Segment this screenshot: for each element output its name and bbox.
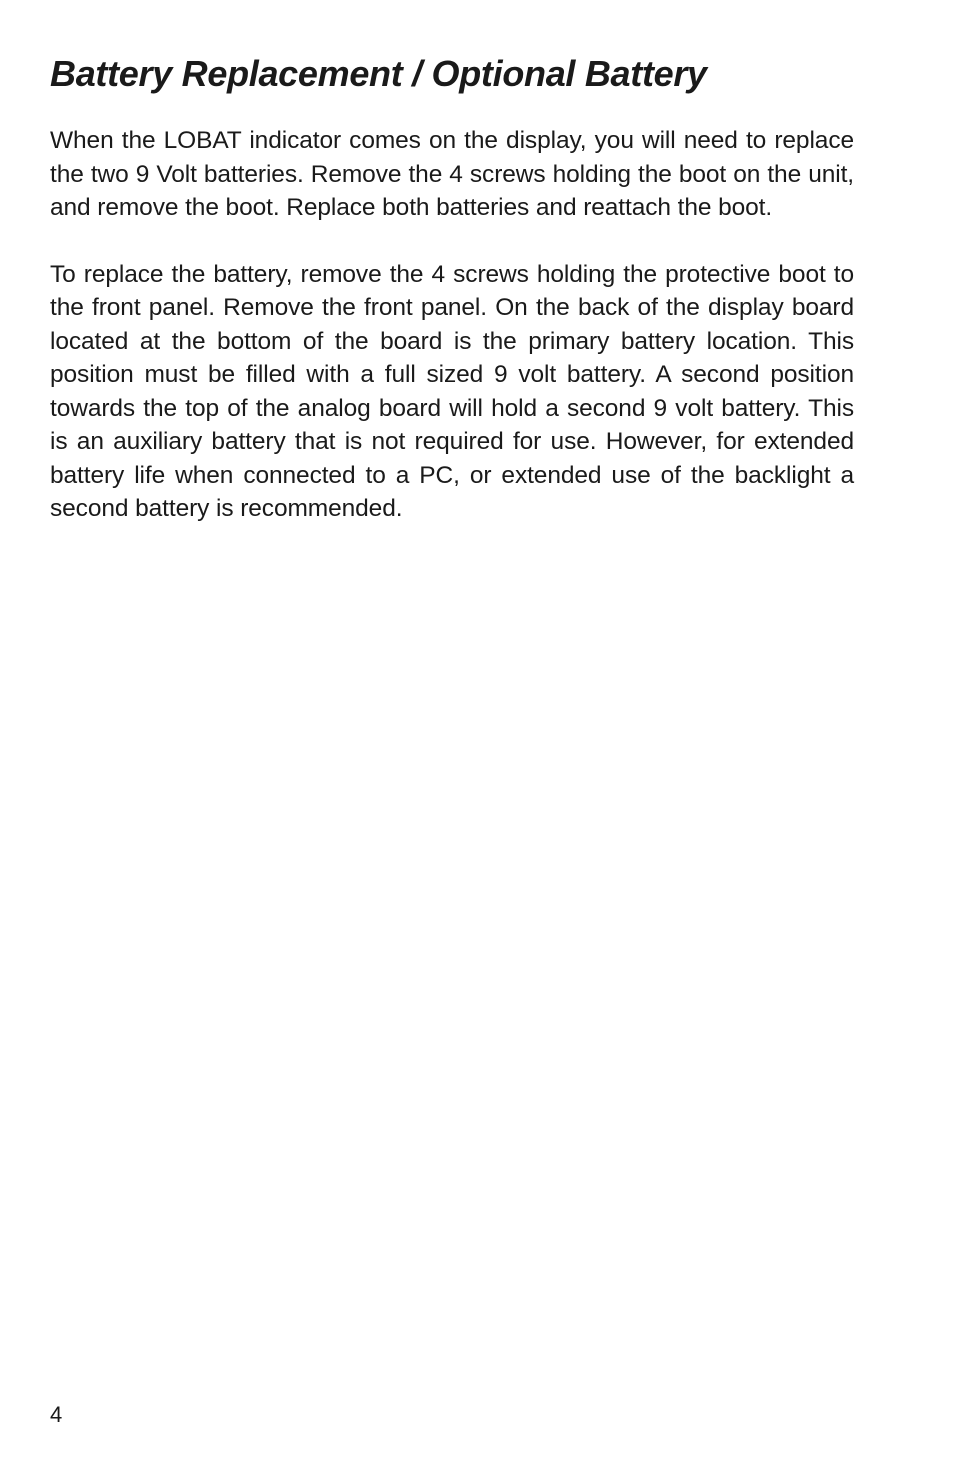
document-page <box>50 52 854 559</box>
page-title: Battery Replacement / Optional Battery <box>50 53 707 94</box>
page-number: 4 <box>50 1402 63 1427</box>
paragraph-lobat-indicator: When the LOBAT indicator comes on the display, you will need to replace the two 9 Volt batteries. Remove the 4 screws holding the boot on the unit, and remove the boot. Replace both batteries and reattach the boot. <box>50 127 854 221</box>
paragraph-replace-battery: To replace the battery, remove the 4 screws holding the protective boot to the front panel. Remove the front panel. On the back of the display board located at the bottom of the board is the primary battery location. This position must be filled with a full sized 9 volt battery. A second position towards the top of the analog board will hold a second 9 volt battery. This is an auxiliary battery that is not required for use. However, for extended battery life when connected to a PC, or extended use of the backlight a second battery is recommended. <box>50 260 854 522</box>
